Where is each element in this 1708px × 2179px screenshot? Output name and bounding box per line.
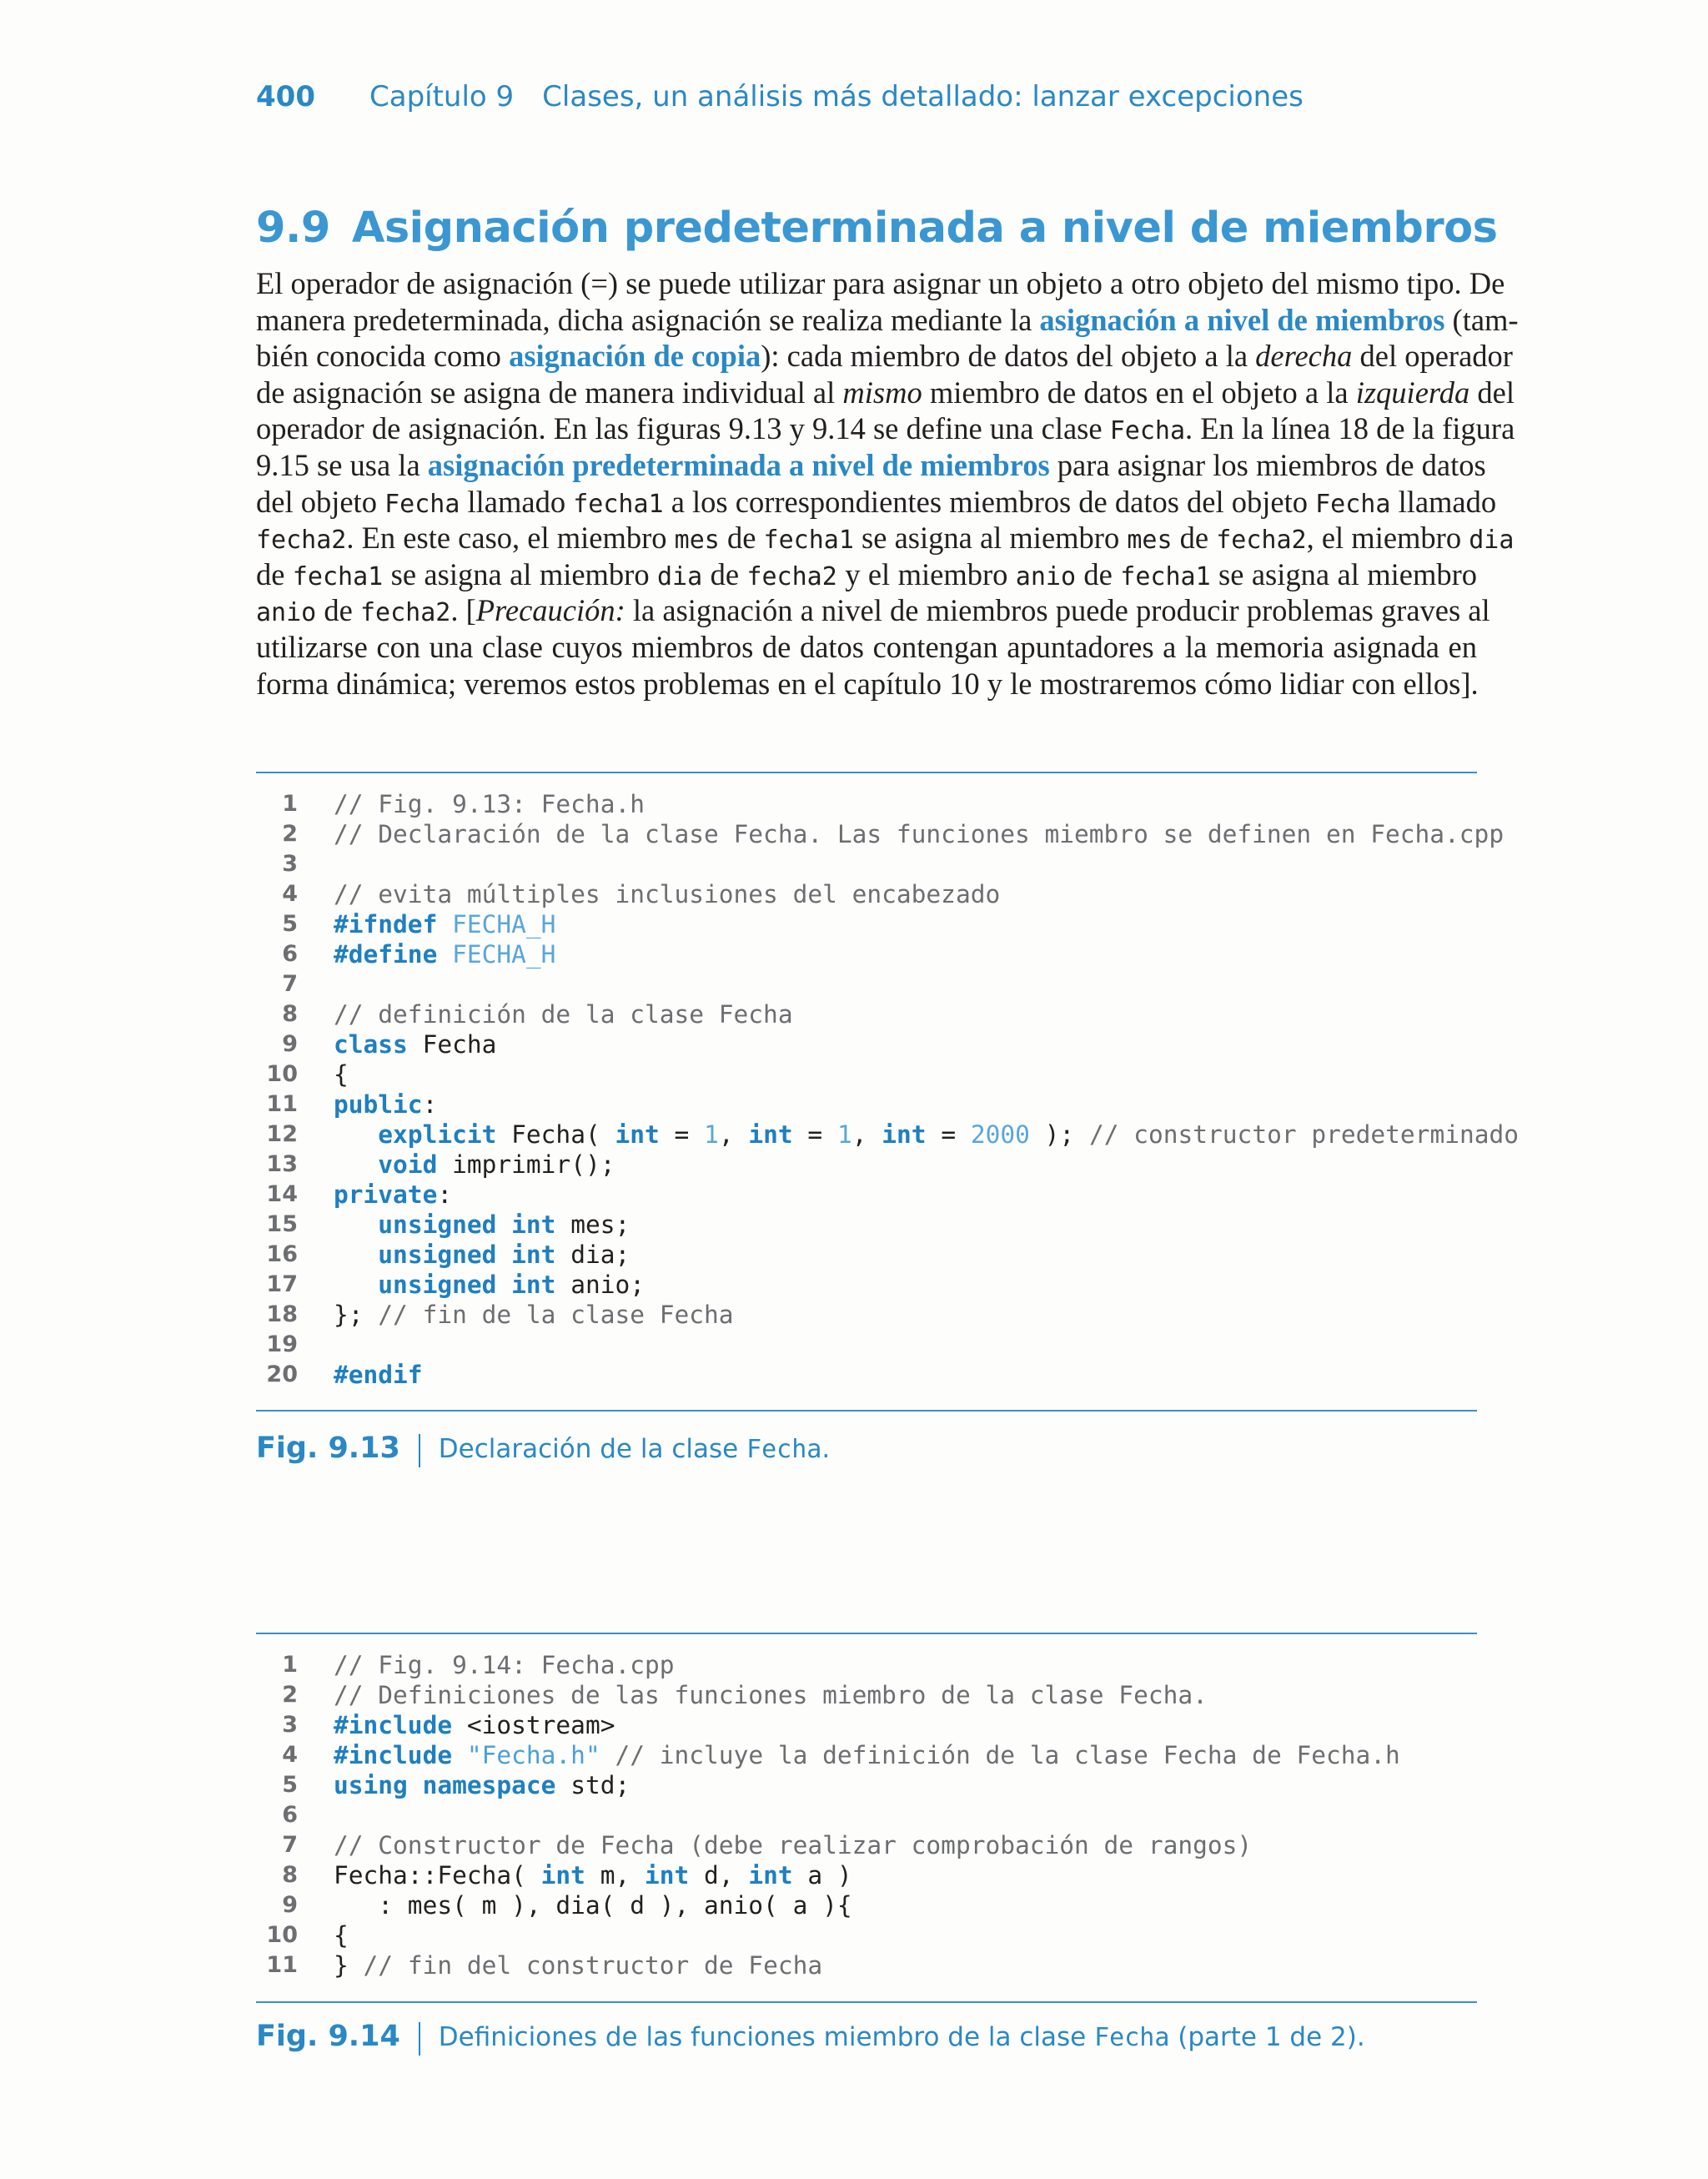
line-number: 16	[266, 1241, 298, 1267]
code-line	[256, 1270, 1477, 1300]
code-text	[437, 940, 452, 969]
section-title: Asignación predeterminada a nivel de miembros	[351, 204, 1498, 253]
code-comment: // fin del constructor de Fecha	[363, 1951, 823, 1980]
text-run: del	[1469, 375, 1515, 410]
code-text: a )	[792, 1861, 852, 1890]
text-run: forma dinámica; veremos estos problemas en el capítulo 10 y le mostraremos cómo lidiar con ellos].	[256, 666, 1479, 701]
inline-code: fecha1	[573, 489, 664, 519]
code-keyword: #include	[334, 1741, 453, 1769]
line-number: 7	[282, 971, 298, 997]
source-code	[334, 819, 1504, 849]
paragraph-line	[256, 520, 1515, 556]
code-text: Fecha	[407, 1030, 497, 1059]
code-keyword: void	[378, 1150, 438, 1179]
key-term: asignación predeterminada a nivel de miembros	[427, 447, 1050, 482]
line-number: 17	[266, 1271, 298, 1297]
line-number: 4	[282, 1742, 298, 1768]
figure-caption	[256, 1432, 830, 1467]
caption-code: Fecha	[1094, 2023, 1170, 2052]
code-text: {	[334, 1921, 349, 1950]
source-code	[334, 1920, 349, 1950]
code-line	[256, 1650, 1477, 1680]
code-text: }	[334, 1951, 364, 1980]
code-keyword: private	[334, 1180, 438, 1209]
code-keyword: int	[511, 1271, 556, 1299]
code-text: mes;	[555, 1210, 630, 1239]
line-number: 2	[282, 821, 298, 847]
code-line	[256, 879, 1477, 909]
page-number: 400	[256, 80, 315, 113]
code-keyword: using	[334, 1771, 408, 1799]
source-code	[334, 1120, 1519, 1150]
text-run: , el miembro	[1306, 521, 1469, 556]
inline-code: fecha2	[256, 526, 347, 556]
inline-code: mes	[1127, 526, 1173, 556]
inline-code: anio	[256, 598, 317, 628]
listing-bottom-rule	[256, 1410, 1477, 1412]
source-code	[334, 1059, 349, 1090]
code-line	[256, 1240, 1477, 1270]
source-code	[334, 1650, 675, 1680]
emphasis: Precaución:	[475, 593, 625, 628]
emphasis: mismo	[842, 375, 922, 410]
caption-code: Fecha	[746, 1435, 822, 1464]
inline-code: Fecha	[1109, 416, 1186, 446]
paragraph-line	[256, 410, 1515, 447]
inline-code: fecha2	[1216, 526, 1307, 556]
code-keyword: int	[748, 1120, 793, 1149]
code-line	[256, 999, 1477, 1029]
inline-code: Fecha	[384, 489, 460, 519]
inline-code: dia	[657, 561, 703, 591]
paragraph-line	[256, 556, 1477, 593]
paragraph-line	[256, 666, 1477, 702]
line-number: 9	[282, 1892, 298, 1918]
caption-text-end: .	[821, 1434, 831, 1464]
code-keyword: int	[540, 1861, 585, 1890]
code-text	[600, 1741, 615, 1769]
figure-number: Fig. 9.13	[256, 1432, 400, 1465]
source-code	[334, 1740, 1400, 1770]
figure-number: Fig. 9.14	[256, 2020, 400, 2053]
inline-code: fecha1	[1120, 561, 1211, 591]
source-code	[334, 1090, 437, 1120]
line-number: 5	[282, 911, 298, 937]
figure-caption	[256, 2020, 1365, 2056]
code-line	[256, 1920, 1477, 1950]
line-number: 12	[266, 1121, 298, 1147]
code-text: ,	[851, 1120, 882, 1149]
code-comment: // Fig. 9.13: Fecha.h	[334, 790, 645, 818]
code-comment: // Constructor de Fecha (debe realizar comprobación de rangos)	[334, 1831, 1253, 1859]
line-number: 1	[282, 791, 298, 817]
text-run: del objeto	[256, 484, 385, 519]
line-number: 5	[282, 1772, 298, 1798]
text-run: ): cada miembro de datos del objeto a la	[761, 339, 1256, 374]
code-text	[408, 1771, 423, 1799]
code-line	[256, 1090, 1477, 1120]
source-code	[334, 1890, 852, 1920]
code-constant: 1	[836, 1120, 852, 1149]
inline-code: fecha2	[746, 561, 837, 591]
code-string: "Fecha.h"	[466, 1741, 600, 1769]
line-number: 1	[282, 1652, 298, 1678]
code-text	[334, 1150, 378, 1179]
line-number: 10	[266, 1922, 298, 1948]
inline-code: fecha2	[359, 598, 451, 628]
code-line	[256, 1300, 1477, 1330]
code-text: :	[422, 1090, 438, 1119]
code-text: std;	[555, 1771, 630, 1799]
body-paragraph	[256, 265, 1519, 702]
code-text: =	[659, 1120, 705, 1149]
text-run: se asigna al miembro	[853, 521, 1128, 556]
code-line	[256, 849, 1477, 879]
code-keyword: int	[615, 1120, 660, 1149]
source-code	[334, 1240, 630, 1270]
code-keyword: int	[511, 1210, 556, 1239]
source-code	[334, 1950, 822, 1980]
text-run: bién conocida como	[256, 339, 510, 374]
code-line	[256, 1770, 1477, 1800]
line-number: 11	[266, 1952, 298, 1978]
code-text	[496, 1210, 511, 1239]
caption-text: Definiciones de las funciones miembro de la clase	[438, 2022, 1095, 2052]
text-run: la asignación a nivel de miembros puede producir problemas graves al	[625, 593, 1490, 628]
chapter-title: Clases, un análisis más detallado: lanzar excepciones	[542, 80, 1304, 113]
listing-bottom-rule	[256, 2001, 1477, 2003]
source-code	[334, 1180, 452, 1210]
source-code	[334, 1029, 496, 1059]
line-number: 8	[282, 1862, 298, 1888]
code-text: d,	[689, 1861, 749, 1890]
section-number: 9.9	[256, 204, 330, 253]
line-number: 13	[266, 1151, 298, 1177]
code-line	[256, 789, 1477, 819]
text-run: operador de asignación. En las figuras 9.13 y 9.14 se define una clase	[256, 411, 1110, 446]
text-run: de	[719, 521, 764, 556]
text-run: llamado	[1390, 484, 1497, 519]
code-line	[256, 1150, 1477, 1180]
code-line	[256, 1890, 1477, 1920]
code-keyword: int	[645, 1861, 690, 1890]
code-constant: FECHA_H	[452, 910, 556, 939]
text-run: . En este caso, el miembro	[346, 521, 675, 556]
source-code	[334, 1860, 852, 1890]
code-keyword: unsigned	[378, 1240, 497, 1269]
caption-text-end: (parte 1 de 2).	[1169, 2022, 1365, 2052]
code-line	[256, 939, 1477, 969]
chapter-label: Capítulo 9	[369, 80, 515, 113]
code-comment: // incluye la definición de la clase Fecha de Fecha.h	[615, 1741, 1400, 1769]
code-line	[256, 819, 1505, 849]
code-text: :	[437, 1180, 453, 1209]
text-run: se asigna al miembro	[383, 556, 657, 591]
listing-top-rule	[256, 772, 1477, 773]
line-number: 15	[266, 1211, 298, 1237]
code-line	[256, 1120, 1520, 1150]
code-line	[256, 1740, 1477, 1770]
code-text: };	[334, 1301, 379, 1329]
code-text: Fecha(	[496, 1120, 615, 1149]
code-comment: // fin de la clase Fecha	[378, 1301, 734, 1329]
emphasis: derecha	[1255, 339, 1353, 374]
line-number: 9	[282, 1031, 298, 1057]
line-number: 7	[282, 1832, 298, 1858]
source-code	[334, 1150, 615, 1180]
code-text	[496, 1271, 511, 1299]
code-keyword: #ifndef	[334, 910, 438, 939]
text-run: se asigna al miembro	[1210, 556, 1478, 591]
source-code	[334, 789, 645, 819]
source-code	[334, 879, 1000, 909]
code-keyword: int	[882, 1120, 927, 1149]
code-keyword: unsigned	[378, 1210, 497, 1239]
source-code	[334, 1300, 734, 1330]
paragraph-line	[256, 265, 1505, 302]
code-comment: // Fig. 9.14: Fecha.cpp	[334, 1651, 675, 1679]
code-text	[334, 1210, 378, 1239]
code-keyword: explicit	[378, 1120, 497, 1149]
code-line	[256, 1860, 1477, 1890]
text-run: del operador	[1352, 339, 1513, 374]
paragraph-line	[256, 629, 1477, 666]
line-number: 3	[282, 1712, 298, 1738]
text-run: 9.15 se usa la	[256, 447, 428, 482]
code-line	[256, 1800, 1477, 1830]
code-comment: // definición de la clase Fecha	[334, 1000, 793, 1029]
text-run: de	[1172, 521, 1217, 556]
text-run: de asignación se asigna de manera individual al	[256, 375, 843, 410]
code-line	[256, 1330, 1477, 1360]
line-number: 18	[266, 1301, 298, 1327]
line-number: 6	[282, 1802, 298, 1828]
code-text: anio;	[555, 1271, 646, 1299]
code-line	[256, 1360, 1477, 1390]
code-constant: 2000	[970, 1120, 1030, 1149]
code-keyword: int	[748, 1861, 793, 1890]
text-run: para asignar los miembros de datos	[1049, 447, 1486, 482]
code-text: m,	[585, 1861, 645, 1890]
code-text: <iostream>	[452, 1711, 615, 1739]
code-keyword: namespace	[422, 1771, 556, 1799]
line-number: 4	[282, 881, 298, 907]
paragraph-line	[256, 447, 1486, 484]
code-comment: // Declaración de la clase Fecha. Las funciones miembro se definen en Fecha.cpp	[334, 820, 1505, 848]
code-text: {	[334, 1060, 349, 1089]
inline-code: fecha1	[292, 561, 384, 591]
code-keyword: unsigned	[378, 1271, 497, 1299]
code-line	[256, 1029, 1477, 1059]
paragraph-line	[256, 338, 1513, 375]
line-number: 19	[266, 1331, 298, 1357]
inline-code: dia	[1469, 526, 1515, 556]
code-keyword: class	[334, 1030, 408, 1059]
code-line	[256, 1830, 1477, 1860]
source-code	[334, 1270, 645, 1300]
inline-code: anio	[1015, 561, 1077, 591]
paragraph-line	[256, 592, 1490, 629]
text-run: . [	[450, 593, 476, 628]
line-number: 14	[266, 1181, 298, 1207]
section-heading	[256, 204, 1497, 253]
source-code	[334, 1710, 615, 1740]
line-number: 10	[266, 1061, 298, 1087]
text-run: de	[702, 556, 747, 591]
code-text	[496, 1240, 511, 1269]
code-text: Fecha::Fecha(	[334, 1861, 541, 1890]
code-constant: 1	[704, 1120, 719, 1149]
line-number: 20	[266, 1361, 298, 1387]
source-code	[334, 1830, 1252, 1860]
emphasis: izquierda	[1355, 375, 1470, 410]
code-text	[334, 1120, 378, 1149]
text-run: manera predeterminada, dicha asignación se realiza mediante la	[256, 302, 1040, 337]
code-line	[256, 1180, 1477, 1210]
line-number: 2	[282, 1682, 298, 1708]
line-number: 6	[282, 941, 298, 967]
code-line	[256, 1059, 1477, 1090]
source-code	[334, 939, 555, 969]
code-keyword: #include	[334, 1711, 453, 1739]
source-code	[334, 999, 793, 1029]
inline-code: mes	[674, 526, 720, 556]
paragraph-line	[256, 375, 1515, 411]
text-run: de	[1076, 556, 1121, 591]
code-keyword: #define	[334, 940, 438, 969]
code-text	[452, 1741, 467, 1769]
line-number: 8	[282, 1001, 298, 1027]
caption-divider	[419, 2022, 420, 2056]
code-text	[334, 1240, 378, 1269]
code-text: );	[1029, 1120, 1089, 1149]
inline-code: fecha1	[763, 526, 854, 556]
code-text	[437, 910, 452, 939]
code-comment: // constructor predeterminado	[1088, 1120, 1520, 1149]
source-code	[334, 1210, 630, 1240]
key-term: asignación de copia	[509, 339, 761, 374]
code-keyword: #endif	[334, 1361, 423, 1389]
code-line	[256, 1680, 1477, 1710]
paragraph-line	[256, 302, 1519, 339]
caption-text: Declaración de la clase	[438, 1434, 747, 1464]
text-run: miembro de datos en el objeto a la	[922, 375, 1356, 410]
code-text: : mes( m ), dia( d ), anio( a ){	[334, 1891, 852, 1920]
caption-divider	[419, 1434, 420, 1467]
code-line	[256, 1210, 1477, 1240]
key-term: asignación a nivel de miembros	[1039, 302, 1445, 337]
inline-code: Fecha	[1315, 489, 1391, 519]
source-code	[334, 1360, 423, 1390]
code-line	[256, 969, 1477, 999]
code-text: =	[792, 1120, 837, 1149]
line-number: 3	[282, 851, 298, 877]
code-constant: FECHA_H	[452, 940, 556, 969]
text-run: llamado	[460, 484, 574, 519]
text-run: de	[316, 593, 360, 628]
running-header	[256, 80, 1304, 113]
code-comment: // evita múltiples inclusiones del encabezado	[334, 880, 1001, 908]
text-run: utilizarse con una clase cuyos miembros de datos contengan apuntadores a la memoria asignada en	[256, 629, 1477, 664]
code-line	[256, 1710, 1477, 1740]
text-run: de	[256, 556, 293, 591]
paragraph-line	[256, 484, 1497, 521]
text-run: . En la línea 18 de la figura	[1185, 411, 1515, 446]
text-run: (tam-	[1444, 302, 1519, 337]
source-code	[334, 1680, 1208, 1710]
code-line	[256, 909, 1477, 939]
listing-top-rule	[256, 1633, 1477, 1634]
source-code	[334, 1770, 630, 1800]
code-comment: // Definiciones de las funciones miembro de la clase Fecha.	[334, 1681, 1208, 1709]
code-keyword: int	[511, 1240, 556, 1269]
code-line	[256, 1950, 1477, 1980]
code-text	[334, 1271, 378, 1299]
code-text: ,	[718, 1120, 749, 1149]
line-number: 11	[266, 1091, 298, 1117]
code-text: dia;	[555, 1240, 630, 1269]
code-keyword: public	[334, 1090, 423, 1119]
text-run: a los correspondientes miembros de datos del objeto	[663, 484, 1316, 519]
source-code	[334, 909, 555, 939]
text-run: y el miembro	[836, 556, 1016, 591]
text-run: El operador de asignación (=) se puede utilizar para asignar un objeto a otro objeto del mismo tipo. De	[256, 266, 1505, 300]
code-text: =	[926, 1120, 971, 1149]
code-text: imprimir();	[437, 1150, 615, 1179]
